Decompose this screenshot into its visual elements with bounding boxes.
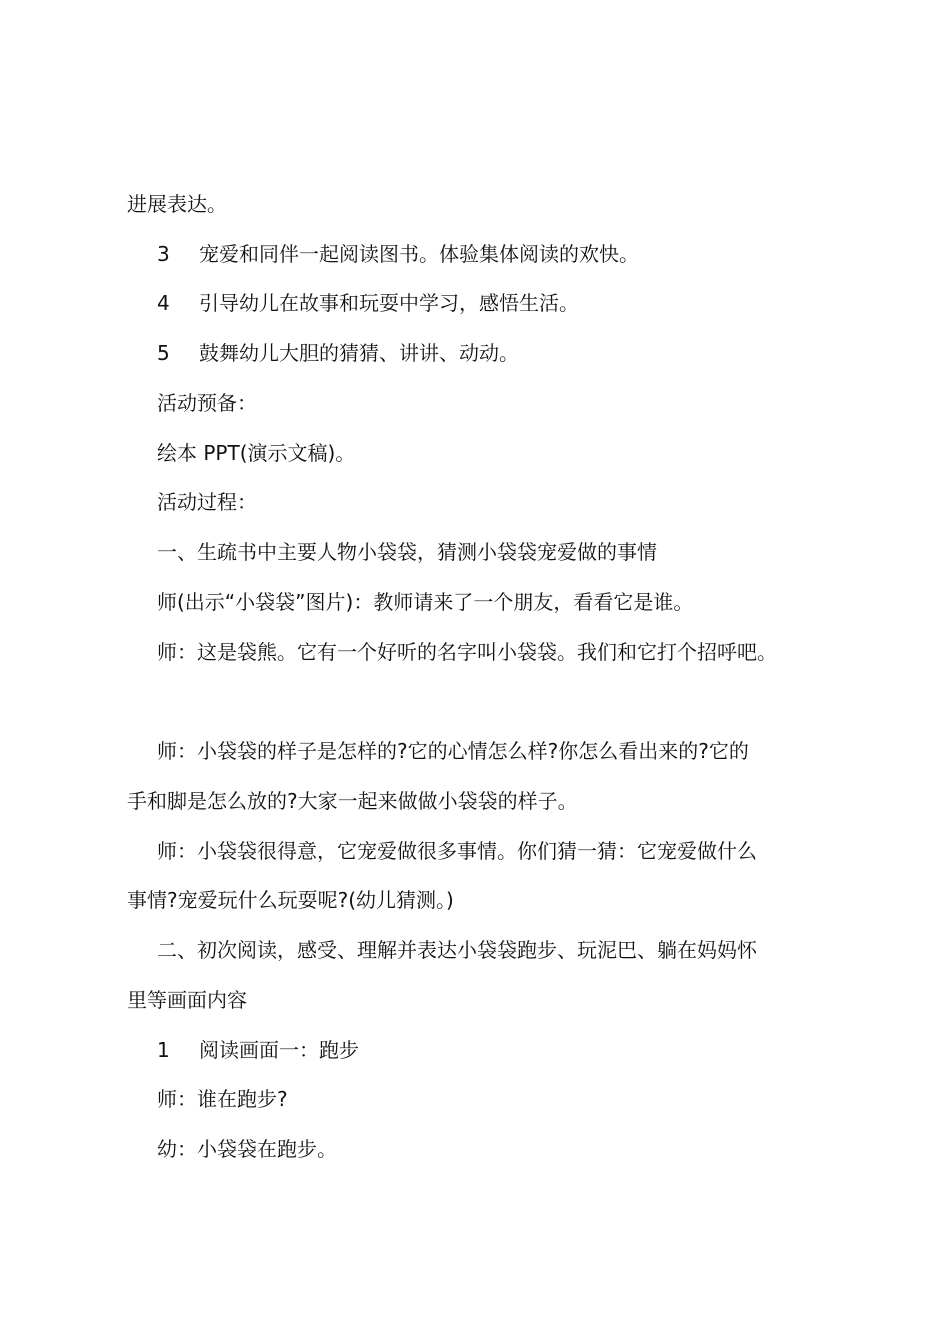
step-heading-2-continued: 里等画面内容 <box>127 988 247 1012</box>
step-heading-2: 二、初次阅读，感受、理解并表达小袋袋跑步、玩泥巴、躺在妈妈怀 <box>157 938 757 962</box>
dialogue-line-continued: 事情?宠爱玩什么玩耍呢?(幼儿猜测。) <box>127 888 454 912</box>
item-text: 鼓舞幼儿大胆的猜猜、讲讲、动动。 <box>199 341 519 365</box>
item-number: 3 <box>157 242 170 266</box>
numbered-item-3 <box>157 241 639 267</box>
item-number: 1 <box>157 1038 170 1062</box>
item-number: 5 <box>157 341 170 365</box>
item-text: 阅读画面一：跑步 <box>199 1038 359 1062</box>
section-heading-preparation: 活动预备： <box>157 391 257 415</box>
dialogue-line: 师：小袋袋的样子是怎样的?它的心情怎么样?你怎么看出来的?它的 <box>157 739 749 763</box>
dialogue-line: 师：谁在跑步? <box>157 1087 288 1111</box>
numbered-item-4 <box>157 290 579 316</box>
dialogue-line: 师：这是袋熊。它有一个好听的名字叫小袋袋。我们和它打个招呼吧。 <box>157 640 777 664</box>
numbered-item-1 <box>157 1037 359 1063</box>
item-text: 引导幼儿在故事和玩耍中学习，感悟生活。 <box>199 291 579 315</box>
paragraph-line: 绘本 PPT(演示文稿)。 <box>157 441 356 465</box>
paragraph-line: 进展表达。 <box>127 192 227 216</box>
section-heading-process: 活动过程： <box>157 490 257 514</box>
step-heading-1: 一、生疏书中主要人物小袋袋，猜测小袋袋宠爱做的事情 <box>157 540 657 564</box>
dialogue-line: 师(出示“小袋袋”图片)：教师请来了一个朋友，看看它是谁。 <box>157 590 694 614</box>
dialogue-line-continued: 手和脚是怎么放的?大家一起来做做小袋袋的样子。 <box>127 789 578 813</box>
dialogue-line: 幼：小袋袋在跑步。 <box>157 1137 337 1161</box>
item-number: 4 <box>157 291 170 315</box>
numbered-item-5 <box>157 340 519 366</box>
item-text: 宠爱和同伴一起阅读图书。体验集体阅读的欢快。 <box>199 242 639 266</box>
dialogue-line: 师：小袋袋很得意，它宠爱做很多事情。你们猜一猜：它宠爱做什么 <box>157 839 757 863</box>
